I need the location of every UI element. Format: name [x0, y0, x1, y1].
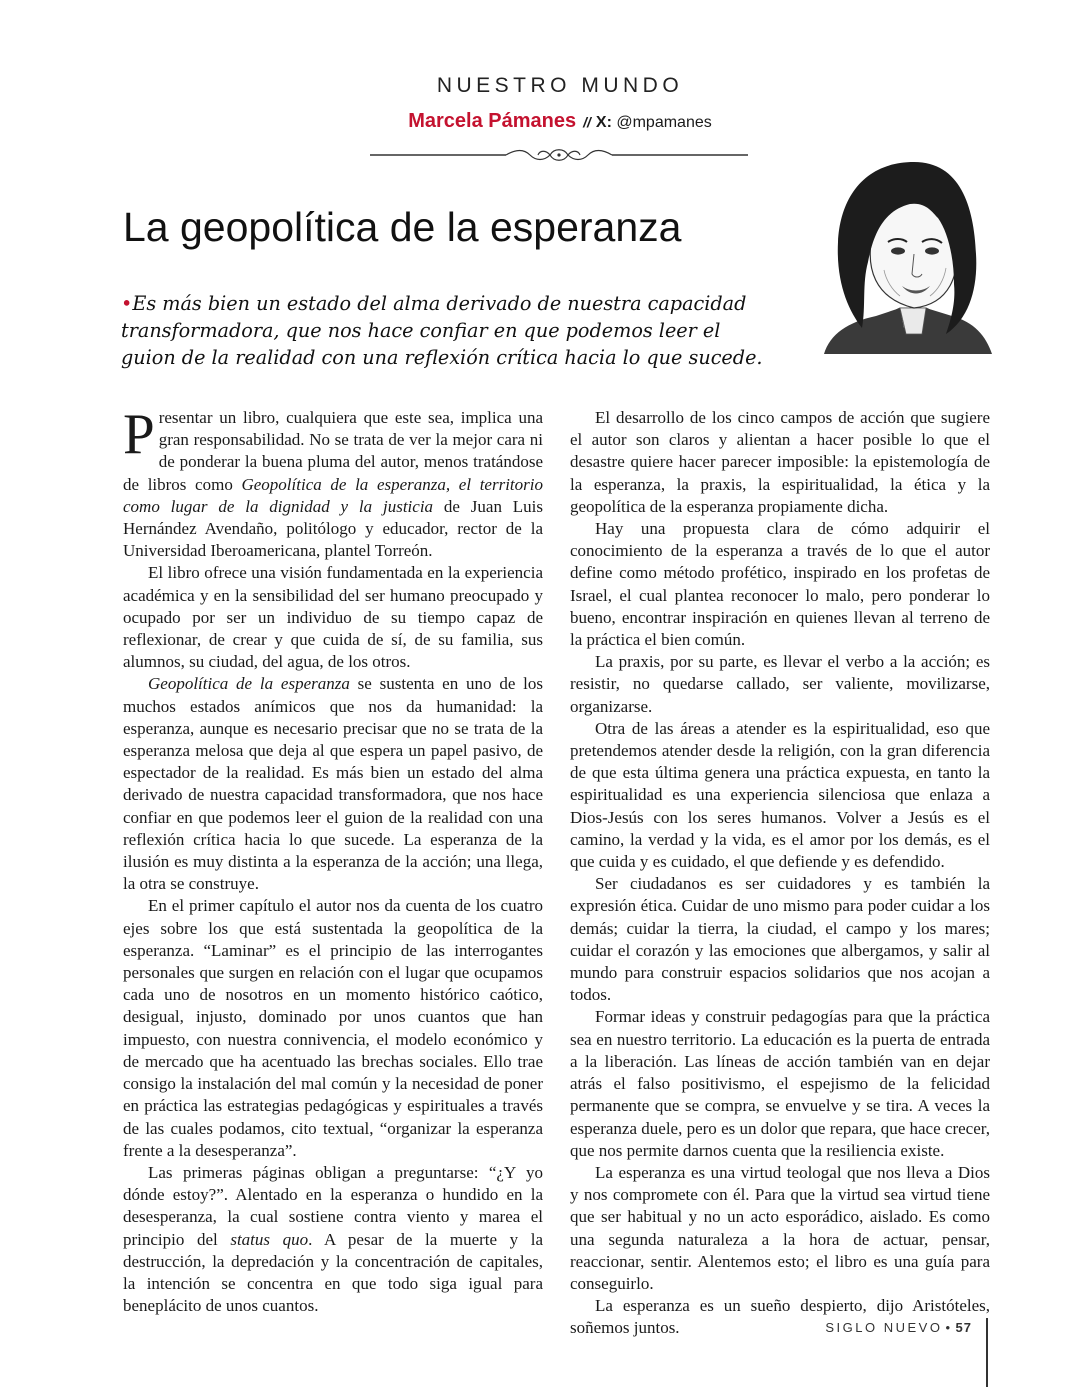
body-paragraph: Ser ciudadanos es ser cuidadores y es también la expresión ética. Cuidar de uno mismo para poder cuidar a los demás; cuidar la tierra, la ciudad, el campo y los mares; cuidar el corazón y las emociones que albergamos, y salir al mundo para construir espacios solidarios que nos acojan a todos. — [570, 874, 990, 1005]
body-column-right — [570, 407, 990, 1340]
author-name: Marcela Pámanes — [408, 110, 577, 132]
body-paragraph: La esperanza es una virtud teologal que nos lleva a Dios y nos compromete con él. Para que la virtud sea virtud tiene que ser habitual y no un acto esporádico, aislado. Es como una segunda naturaleza a la hora de actuar, pensar, reaccionar, sentir. Alentemos esto; el libro es una guía para conseguirlo. — [570, 1162, 990, 1293]
ornamental-divider — [370, 145, 748, 165]
body-paragraph: El desarrollo de los cinco campos de acción que sugiere el autor son claros y alientan a hacer posible lo que el desastre quiere hacer parecer imposible: la epistemología de la esperanza, la praxis, la espiritualidad, la ética y la geopolítica de la esperanza propiamente dicha. — [570, 408, 990, 516]
body-paragraph: El libro ofrece una visión fundamentada en la experiencia académica y en la sensibilidad del ser humano preocupado y ocupado por ser un individuo de su tiempo capaz de reflexionar, de crear y que cuida de sí, de su familia, sus alumnos, su ciudad, del agua, de los otros. — [123, 563, 543, 672]
paragraph-text: se sustenta en uno de los muchos estados anímicos que nos da humanidad: la esperanza, aunque es necesario precisar que no se trata de la esperanza melosa que deja al que espera un papel pasivo, de espectador de la realidad. Es más bien un estado del alma derivado de nuestra capacidad transformadora, que nos hace confiar en que podemos leer el guion de la realidad con una reflexión crítica hacia lo que sucede. La esperanza de la ilusión es muy distinta a la esperanza de la acción; una llega, la otra se construye. — [123, 674, 543, 894]
body-paragraph: Otra de las áreas a atender es la espiritualidad, eso que pretendemos atender desde la religión, con la gran diferencia de que esta última genera una práctica expuesta, en tanto la espiritualidad es una experiencia silenciosa que enlaza a Dios-Jesús con los seres humanos. Volver a Jesús es el camino, la verdad y la vida, es el amor por los demás, es el que cuida y es cuidado, el que defiende y es defendido. — [570, 718, 990, 872]
deck-text: Es más bien un estado del alma derivado de nuestra capacidad transformadora, que nos hace confiar en que podemos leer el guion de la realidad con una reflexión crítica hacia lo que sucede. — [121, 292, 763, 369]
page-folio — [825, 1320, 972, 1335]
paragraph-text: . A pesar de la muerte y la destrucción, la depredación y la concentración de capitales, la intención se concentra en que todo siga igual para beneplácito de unos cuantos. — [123, 1229, 543, 1316]
body-paragraph: La praxis, por su parte, es llevar el verbo a la acción; es resistir, no quedarse callado, ser valiente, movilizarse, organizarse. — [570, 652, 990, 716]
folio-rule — [986, 1318, 988, 1387]
body-paragraph: En el primer capítulo el autor nos da cuenta de los cuatro ejes sobre los que está sustentada la geopolítica de la esperanza. “Laminar” es el principio de las interrogantes personales que surgen en relación con el lugar que ocupamos cada uno de nosotros en un momento histórico caótico, desigual, injusto, dominado por unos cuantos que han impuesto, con nuestra connivencia, el modelo económico y de mercado que ha acentuado las brechas sociales. Ello trae consigo la instalación del mal común y la necesidad de poner en práctica las estrategias pedagógicas y espirituales a través de las cuales podamos, cito textual, “organizar la esperanza frente a la desesperanza”. — [123, 896, 543, 1160]
deck-bullet: • — [121, 292, 133, 315]
article-title: La geopolítica de la esperanza — [123, 204, 682, 250]
folio-dot: • — [945, 1320, 953, 1335]
paragraph-text: Las primeras páginas obligan a preguntarse: “¿Y yo dónde estoy?”. Alentado en la esperanza o hundido en la desesperanza, la cual sostiene contra viento y marea el principio del — [123, 1162, 543, 1249]
italic-term: status quo — [230, 1229, 309, 1249]
social-network-label: X: — [595, 114, 612, 131]
drop-cap: P — [123, 403, 155, 466]
body-paragraph — [123, 1162, 543, 1317]
author-portrait-illustration — [814, 158, 994, 354]
paragraph-text: resentar un libro, cualquiera que este sea, implica una gran responsabilidad. No se trata de ver la mejor cara ni de ponderar la buena pluma del autor, menos tratándose de libros como — [123, 408, 543, 494]
book-title: Geopolítica de la esperanza, el territorio como lugar de la dignidad y la justicia — [123, 474, 543, 516]
article-deck — [121, 290, 781, 371]
section-name: NUESTRO MUNDO — [436, 74, 684, 97]
body-paragraph: Formar ideas y construir pedagogías para que la práctica sea en nuestro territorio. La educación es la puerta de entrada a la liberación. Las líneas de acción también van en dejar atrás el falso positivismo, el espejismo de la felicidad permanente que se compra, se envuelve y se tira. A veces la esperanza duele, pero es un dolor que repara, que hace crecer, que nos permite darnos cuenta que la resiliencia existe. — [570, 1007, 990, 1160]
social-handle: @mpamanes — [616, 114, 712, 131]
page-number: 57 — [955, 1320, 972, 1335]
paragraph-text: de Juan Luis Hernández Avendaño, politólogo y educador, rector de la Universidad Iberoamericana, plantel Torreón. — [123, 496, 543, 561]
byline — [372, 110, 748, 133]
body-paragraph — [123, 403, 543, 562]
book-title: Geopolítica de la esperanza — [148, 674, 350, 694]
body-column-left — [123, 403, 543, 1317]
byline-separator: // — [583, 114, 591, 130]
body-paragraph — [123, 673, 543, 895]
body-paragraph: La esperanza es un sueño despierto, dijo Aristóteles, soñemos juntos. — [570, 1296, 990, 1338]
publication-name: SIGLO NUEVO — [825, 1320, 943, 1335]
body-paragraph: Hay una propuesta clara de cómo adquirir el conocimiento de la esperanza a través de lo que el autor define como método profético, inspirado en los profetas de Israel, el cual plantea reconocer lo malo, pero ponderar lo bueno, encontrar inspiración en quienes llevan al terreno de la práctica el bien común. — [570, 519, 990, 650]
